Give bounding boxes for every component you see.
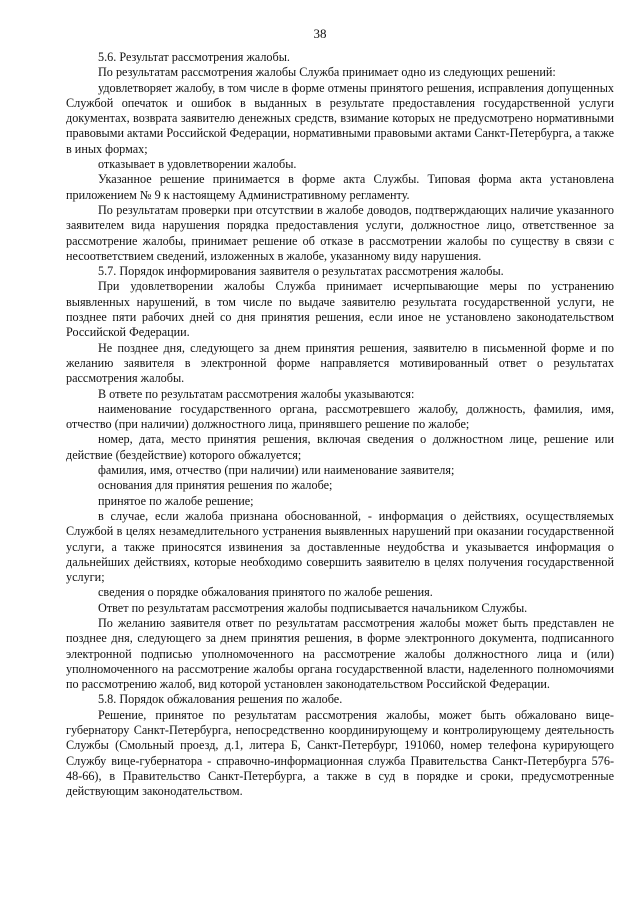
section-heading-5-6: 5.6. Результат рассмотрения жалобы. xyxy=(98,50,290,64)
paragraph-check-results: По результатам проверки при отсутствии в жалобе доводов, подтверждающих наличие указанного заявителем вида нарушения порядка предоставления услуги, должностное лицо, ответственное за рассмотрение жалобы, принимает решение об отказе в рассмотрении жалобы по существу в связи с несоответствием сведений, изложенных в жалобе, указанному виду нарушения. xyxy=(66,202,614,263)
paragraph-decisions-intro: По результатам рассмотрения жалобы Служба принимает одно из следующих решений: xyxy=(98,65,556,80)
section-heading-5-8: 5.8. Порядок обжалования решения по жалобе. xyxy=(98,692,343,707)
paragraph-appeal-decision: Решение, принятое по результатам рассмотрения жалобы, может быть обжаловано вице-губернатору Санкт-Петербурга, непосредственно координирующему и контролирующему деятельность Службы (Смольный проезд, д.1, литера Б, Санкт-Петербург, 191060, номер телефона курирующего Службу вице-губернатора - справочно-информационная служба Правительства Санкт-Петербурга 576-48-66), в Правительство Санкт-Петербурга, а также в суд в порядке и сроки, предусмотренные действующим законодательством. xyxy=(66,707,614,799)
document-body xyxy=(66,50,614,800)
paragraph-answer-signature: Ответ по результатам рассмотрения жалобы подписывается начальником Службы. xyxy=(98,600,528,615)
paragraph-refuse-complaint: отказывает в удовлетворении жалобы. xyxy=(98,157,297,172)
page-number: 38 xyxy=(313,26,327,41)
list-item-decision-number: номер, дата, место принятия решения, включая сведения о должностном лице, решение или действие (бездействие) которого обжалуется; xyxy=(66,432,614,462)
list-item-authority-name: наименование государственного органа, рассмотревшего жалобу, должность, фамилия, имя, отчество (при наличии) должностного лица, принявшего решение по жалобе; xyxy=(66,401,614,432)
paragraph-answer-contents-intro: В ответе по результатам рассмотрения жалобы указываются: xyxy=(98,386,415,401)
paragraph-satisfy-complaint: удовлетворяет жалобу, в том числе в форме отмены принятого решения, исправления допущенных Службой опечаток и ошибок в выданных в результате предоставления государственной услуги документах, возврата заявителю денежных средств, взимание которых не предусмотрено нормативными правовыми актами Российской Федерации, нормативными правовыми актами Санкт-Петербурга, а также в иных формах; xyxy=(66,80,614,156)
paragraph-reasoned-answer: Не позднее дня, следующего за днем принятия решения, заявителю в письменной форме и по желанию заявителя в электронной форме направляется мотивированный ответ о результатах рассмотрения жалобы. xyxy=(66,340,614,386)
paragraph-satisfaction-measures: При удовлетворении жалобы Служба принимает исчерпывающие меры по устранению выявленных нарушений, в том числе по выдаче заявителю результата государственной услуги, не позднее пяти рабочих дней со дня принятия решения, если иное не установлено законодательством Российской Федерации. xyxy=(66,279,614,340)
list-item-appeal-procedure: сведения о порядке обжалования принятого по жалобе решения. xyxy=(98,585,433,600)
paragraph-electronic-answer: По желанию заявителя ответ по результатам рассмотрения жалобы может быть представлен не позднее дня, следующего за днем принятия решения, в форме электронного документа, подписанного электронной подписью уполномоченного на рассмотрение жалобы должностного лица и (или) уполномоченного на рассмотрение жалобы органа государственной власти, наделенного полномочиями по рассмотрению жалоб, вид которой установлен законодательством Российской Федерации. xyxy=(66,615,614,692)
list-item-decision-taken: принятое по жалобе решение; xyxy=(98,493,254,508)
list-item-applicant-name: фамилия, имя, отчество (при наличии) или наименование заявителя; xyxy=(98,463,455,478)
list-item-justified-complaint: в случае, если жалоба признана обоснованной, - информация о действиях, осуществляемых Службой в целях незамедлительного устранения выявленных нарушений при оказании государственной услуги, а также приносятся извинения за доставленные неудобства и указывается информация о дальнейших действиях, которые необходимо совершить заявителю в целях получения государственной услуги; xyxy=(66,508,614,585)
paragraph-decision-form: Указанное решение принимается в форме акта Службы. Типовая форма акта установлена приложением № 9 к настоящему Административному регламенту. xyxy=(66,172,614,202)
section-heading-5-7: 5.7. Порядок информирования заявителя о результатах рассмотрения жалобы. xyxy=(98,264,504,279)
list-item-decision-grounds: основания для принятия решения по жалобе; xyxy=(98,478,333,493)
